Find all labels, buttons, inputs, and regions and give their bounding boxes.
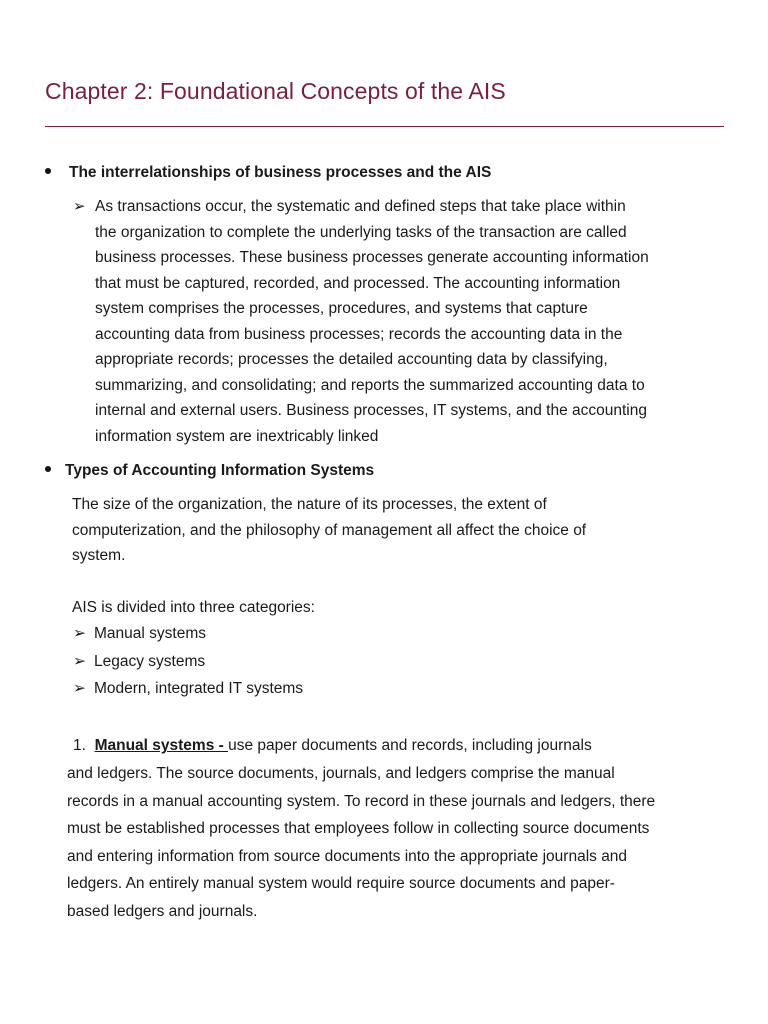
bullet-dot-icon: [45, 466, 51, 472]
section2-intro-line: system.: [72, 547, 126, 564]
section1-line: summarizing, and consolidating; and reports the summarized accounting data to: [95, 376, 645, 394]
section1-line: information system are inextricably linked: [95, 427, 379, 445]
section1-line: the organization to complete the underlying tasks of the transaction are called: [95, 223, 627, 241]
manual-line: and entering information from source documents into the appropriate journals and: [67, 847, 628, 865]
section1-line: system comprises the processes, procedures, and systems that capture: [95, 300, 588, 317]
bullet-dot-icon: [45, 168, 51, 174]
section1-line: appropriate records; processes the detailed accounting data by classifying,: [95, 351, 608, 368]
section1-line: internal and external users. Business processes, IT systems, and the accounting: [95, 402, 647, 419]
category-item: [73, 624, 206, 643]
section1-line: business processes. These business processes generate accounting information: [95, 249, 649, 266]
arrow-bullet-icon: ➢: [73, 680, 86, 697]
manual-line: based ledgers and journals.: [67, 902, 258, 920]
arrow-bullet-icon: ➢: [73, 198, 86, 215]
section1-line: that must be captured, recorded, and processed. The accounting information: [95, 274, 621, 292]
section2-intro-line: The size of the organization, the nature of its processes, the extent of: [72, 496, 547, 513]
section2-intro-line: computerization, and the philosophy of management all affect the choice of: [72, 521, 587, 539]
section2-heading-text: Types of Accounting Information Systems: [65, 462, 375, 479]
arrow-bullet-icon: ➢: [73, 625, 86, 642]
manual-first-text: use paper documents and records, including journals: [228, 737, 592, 754]
category-label: Legacy systems: [94, 653, 206, 670]
category-item: [73, 652, 205, 671]
manual-line: and ledgers. The source documents, journals, and ledgers comprise the manual: [67, 765, 615, 782]
manual-line: must be established processes that employees follow in collecting source documents: [67, 820, 650, 837]
section2-intro: [72, 492, 722, 569]
manual-first-line: [73, 733, 592, 759]
section2-heading: [45, 462, 374, 480]
section1-paragraph: [73, 194, 733, 449]
chapter-title: Chapter 2: Foundational Concepts of the AIS: [45, 78, 506, 104]
manual-label: Manual systems -: [94, 737, 229, 754]
manual-line: records in a manual accounting system. To record in these journals and ledgers, there: [67, 792, 656, 810]
category-label: Manual systems: [94, 625, 206, 642]
category-label: Modern, integrated IT systems: [94, 680, 304, 697]
manual-line: ledgers. An entirely manual system would require source documents and paper-: [67, 875, 615, 892]
manual-paragraph: [67, 760, 732, 925]
categories-intro: AIS is divided into three categories:: [72, 599, 315, 616]
section1-line: As transactions occur, the systematic and defined steps that take place within: [95, 198, 626, 215]
section1-heading-text: The interrelationships of business processes and the AIS: [69, 164, 492, 181]
arrow-bullet-icon: ➢: [73, 653, 86, 670]
manual-number: 1.: [73, 737, 86, 754]
section1-line: accounting data from business processes; records the accounting data in the: [95, 325, 623, 343]
section1-heading: [45, 164, 491, 182]
title-divider: [45, 126, 724, 127]
category-item: [73, 679, 303, 698]
